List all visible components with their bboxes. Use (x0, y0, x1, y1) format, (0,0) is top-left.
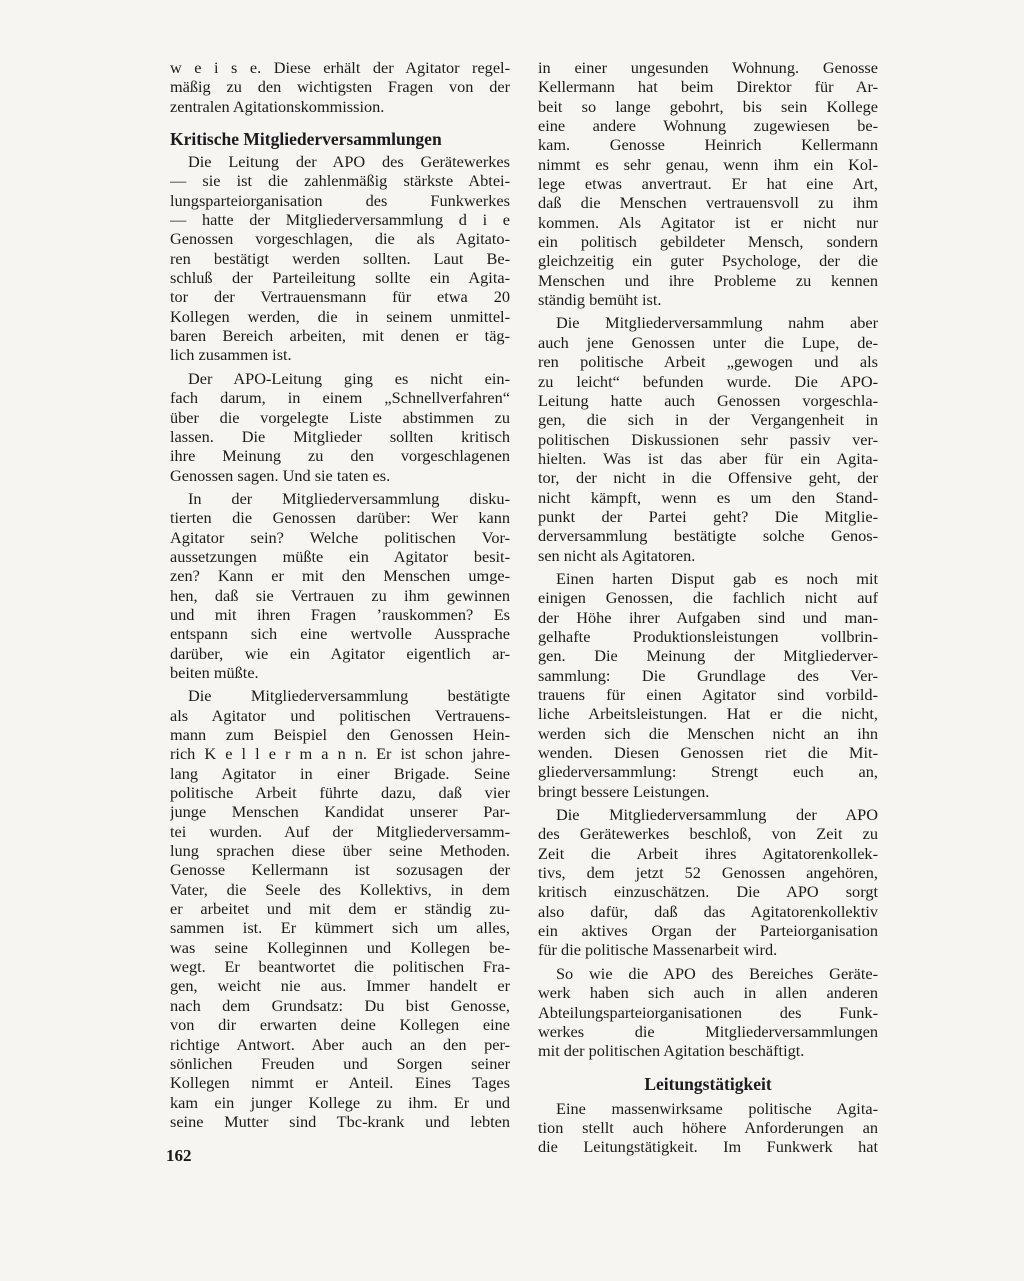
text-line: beit so lange gebohrt, bis sein Kollege (538, 96, 878, 116)
intro-paragraph (170, 58, 510, 116)
text-line: Kellermann hat beim Direktor für Ar- (538, 77, 878, 97)
text-line: der Höhe ihrer Aufgaben sind und man- (538, 607, 878, 627)
text-line: von dir erwarten deine Kollegen eine (170, 1015, 510, 1035)
text-line: kritisch einzuschätzen. Die APO sorgt (538, 882, 878, 902)
text-line: entspann sich eine wertvolle Aussprache (170, 624, 510, 644)
paragraph (538, 313, 878, 564)
text-line: Genosse Kellermann ist sozusagen der (170, 860, 510, 880)
text-line: tion stellt auch höhere Anforderungen an (538, 1117, 878, 1137)
text-line: gen, weicht nie aus. Immer handelt er (170, 976, 510, 996)
text-line: lege etwas anvertraut. Er hat eine Art, (538, 174, 878, 194)
text-line: lang Agitator in einer Brigade. Seine (170, 763, 510, 783)
text-line: über die vorgelegte Liste abstimmen zu (170, 407, 510, 427)
text-line: einigen Genossen, die fachlich nicht auf (538, 588, 878, 608)
text-line: und mit ihren Fragen ’rauskommen? Es (170, 604, 510, 624)
text-line: In der Mitgliederversammlung disku- (188, 488, 510, 508)
text-line: schluß der Parteileitung sollte ein Agita- (170, 268, 510, 288)
text-line: mit der politischen Agitation beschäftigt. (538, 1041, 805, 1061)
text-line: w e i s e. Diese erhält der Agitator regel- (170, 58, 510, 77)
text-line: punkt der Partei geht? Die Mitglie- (538, 506, 878, 526)
text-line: hen, daß sie Vertrauen zu ihm gewinnen (170, 585, 510, 605)
text-line: ein politisch gebildeter Mensch, sondern (538, 232, 878, 252)
text-line: wegt. Er beantwortet die politischen Fra- (170, 957, 510, 977)
text-line: tei wurden. Auf der Mitgliederversamm- (170, 821, 510, 841)
text-line: gelhafte Produktionsleistungen vollbrin- (538, 626, 878, 646)
text-line: nicht kämpft, wenn es um den Stand- (538, 487, 878, 507)
text-line: als Agitator und politischen Vertrauens- (170, 705, 510, 725)
text-line: Menschen und ihre Probleme zu kennen (538, 270, 878, 290)
section-heading-kritische-mitgliederversammlungen: Kritische Mitgliederversammlungen (170, 129, 442, 150)
text-line: Abteilungsparteiorganisationen des Funk- (538, 1002, 878, 1022)
right-column (538, 58, 878, 1157)
text-line: sammen ist. Er kümmert sich um alles, (170, 918, 510, 938)
text-line: Die Mitgliederversammlung bestätigte (188, 686, 510, 706)
text-line: darüber, wie ein Agitator eigentlich ar- (170, 643, 510, 663)
text-line: also dafür, daß das Agitatorenkollektiv (538, 901, 878, 921)
text-line: ren bestätigt werden sollten. Laut Be- (170, 248, 510, 268)
text-line: Einen harten Disput gab es noch mit (556, 568, 878, 588)
text-line: Die Mitgliederversammlung nahm aber (556, 313, 878, 333)
text-line: er arbeitet und mit dem er ständig zu- (170, 899, 510, 919)
text-line: tierten die Genossen darüber: Wer kann (170, 508, 510, 528)
text-line: werden sich die Menschen nicht an ihn (538, 723, 878, 743)
text-line: derversammlung bestätigte solche Genos- (538, 526, 878, 546)
text-line: ein aktives Organ der Parteiorganisation (538, 921, 878, 941)
text-line: seine Mutter sind Tbc-krank und lebten (170, 1111, 510, 1131)
text-line: zen? Kann er mit den Menschen umge- (170, 566, 510, 586)
text-line: Agitator sein? Welche politischen Vor- (170, 527, 510, 547)
text-line: trauens für einen Agitator sind vorbild- (538, 685, 878, 704)
text-line: gen, die sich in der Vergangenheit in (538, 410, 878, 430)
left-column (170, 58, 510, 1131)
text-line: bringt bessere Leistungen. (538, 781, 710, 801)
text-line: lich zusammen ist. (170, 345, 292, 365)
text-line: hielten. Was ist das aber für ein Agita- (538, 448, 878, 468)
paragraph (538, 1099, 878, 1157)
text-line: ständig bemüht ist. (538, 290, 662, 310)
text-line: Genossen sagen. Und sie taten es. (170, 465, 391, 485)
text-line: was seine Kolleginnen und Kollegen be- (170, 937, 510, 957)
text-line: tor, der nicht in die Offensive geht, der (538, 468, 878, 488)
text-line: Leitung hatte auch Genossen vorgeschla- (538, 390, 878, 410)
text-line: liche Arbeitsleistungen. Hat er die nicht, (538, 704, 878, 724)
section-heading-leitungstaetigkeit: Leitungstätigkeit (644, 1073, 772, 1094)
text-line: kommen. Als Agitator ist er nicht nur (538, 212, 878, 232)
text-line: Genossen vorgeschlagen, die als Agitato- (170, 229, 510, 249)
text-line: für die politische Massenarbeit wird. (538, 940, 778, 960)
text-line: aussetzungen müßte ein Agitator besit- (170, 546, 510, 566)
text-line: die Leitungstätigkeit. Im Funkwerk hat (538, 1137, 878, 1157)
text-line: Die Leitung der APO des Gerätewerkes (188, 152, 510, 172)
text-line: auch jene Genossen unter die Lupe, de- (538, 332, 878, 352)
text-line: richtige Antwort. Aber auch an den per- (170, 1034, 510, 1054)
text-line: des Gerätewerkes beschloß, von Zeit zu (538, 824, 878, 844)
text-line: mann zum Beispiel den Genossen Hein- (170, 725, 510, 744)
text-line: Der APO-Leitung ging es nicht ein- (188, 368, 510, 388)
text-line: Kollegen nimmt er Anteil. Eines Tages (170, 1073, 510, 1093)
text-line: daß die Menschen vertrauensvoll zu ihm (538, 193, 878, 213)
paragraph (170, 489, 510, 682)
text-line: — hatte der Mitgliederversammlung d i e (170, 210, 510, 230)
text-line: gleichzeitig ein guter Psychologe, der die (538, 251, 878, 271)
text-line: fach darum, in einem „Schnellverfahren“ (170, 388, 510, 408)
text-line: eine andere Wohnung zugewiesen be- (538, 116, 878, 136)
text-line: zu leicht“ befunden wurde. Die APO- (538, 371, 878, 391)
text-line: in einer ungesunden Wohnung. Genosse (538, 58, 878, 77)
paragraph (538, 805, 878, 960)
text-line: lung sprachen diese über seine Methoden. (170, 841, 510, 861)
text-line: werk haben sich auch in allen anderen (538, 983, 878, 1003)
text-line: tor der Vertrauensmann für etwa 20 (170, 287, 510, 307)
paragraph (538, 964, 878, 1061)
text-line: sammlung: Die Grundlage des Ver- (538, 665, 878, 685)
text-line: politische Arbeit führte dazu, daß vier (170, 783, 510, 803)
text-line: sönlichen Freuden und Sorgen seiner (170, 1053, 510, 1073)
text-line: rich K e l l e r m a n n. Er ist schon jahre- (170, 744, 510, 764)
text-line: sen nicht als Agitatoren. (538, 545, 696, 565)
paragraph (170, 686, 510, 1131)
text-line: baren Bereich arbeiten, mit denen er täg- (170, 326, 510, 346)
text-line: — sie ist die zahlenmäßig stärkste Abtei- (170, 171, 510, 191)
text-line: politischen Diskussionen sehr passiv ver- (538, 429, 878, 449)
text-line: ihre Meinung zu den vorgeschlagenen (170, 446, 510, 466)
text-line: junge Menschen Kandidat unserer Par- (170, 802, 510, 822)
paragraph (538, 58, 878, 309)
text-line: Eine massenwirksame politische Agita- (556, 1098, 878, 1118)
text-line: Die Mitgliederversammlung der APO (556, 805, 878, 825)
text-line: beiten müßte. (170, 662, 259, 682)
text-line: So wie die APO des Bereiches Geräte- (556, 963, 878, 983)
text-line: werkes die Mitgliederversammlungen (538, 1021, 878, 1041)
text-line: gliederversammlung: Strengt euch an, (538, 762, 878, 782)
paragraph (538, 569, 878, 801)
text-line: gen. Die Meinung der Mitgliederver- (538, 646, 878, 666)
text-line: Kollegen werden, die in seinem unmittel- (170, 306, 510, 326)
text-line: mäßig zu den wichtigsten Fragen von der (170, 77, 510, 97)
paragraph (170, 152, 510, 365)
text-line: tivs, dem jetzt 52 Genossen angehören, (538, 863, 878, 883)
text-line: Vater, die Seele des Kollektivs, in dem (170, 879, 510, 899)
text-line: Zeit die Arbeit ihres Agitatorenkollek- (538, 843, 878, 863)
text-line: wenden. Diesen Genossen riet die Mit- (538, 743, 878, 763)
text-line: lassen. Die Mitglieder sollten kritisch (170, 426, 510, 446)
text-line: nimmt es sehr genau, wenn ihm ein Kol- (538, 154, 878, 174)
text-line: kam ein junger Kollege zu ihm. Er und (170, 1092, 510, 1112)
text-line: nach dem Grundsatz: Du bist Genosse, (170, 995, 510, 1015)
text-line: ren politische Arbeit „gewogen und als (538, 352, 878, 372)
text-line: kam. Genosse Heinrich Kellermann (538, 135, 878, 155)
text-line: lungsparteiorganisation des Funkwerkes (170, 190, 510, 210)
page-number: 162 (166, 1146, 192, 1165)
paragraph (170, 369, 510, 485)
text-line: zentralen Agitationskommission. (170, 96, 385, 116)
